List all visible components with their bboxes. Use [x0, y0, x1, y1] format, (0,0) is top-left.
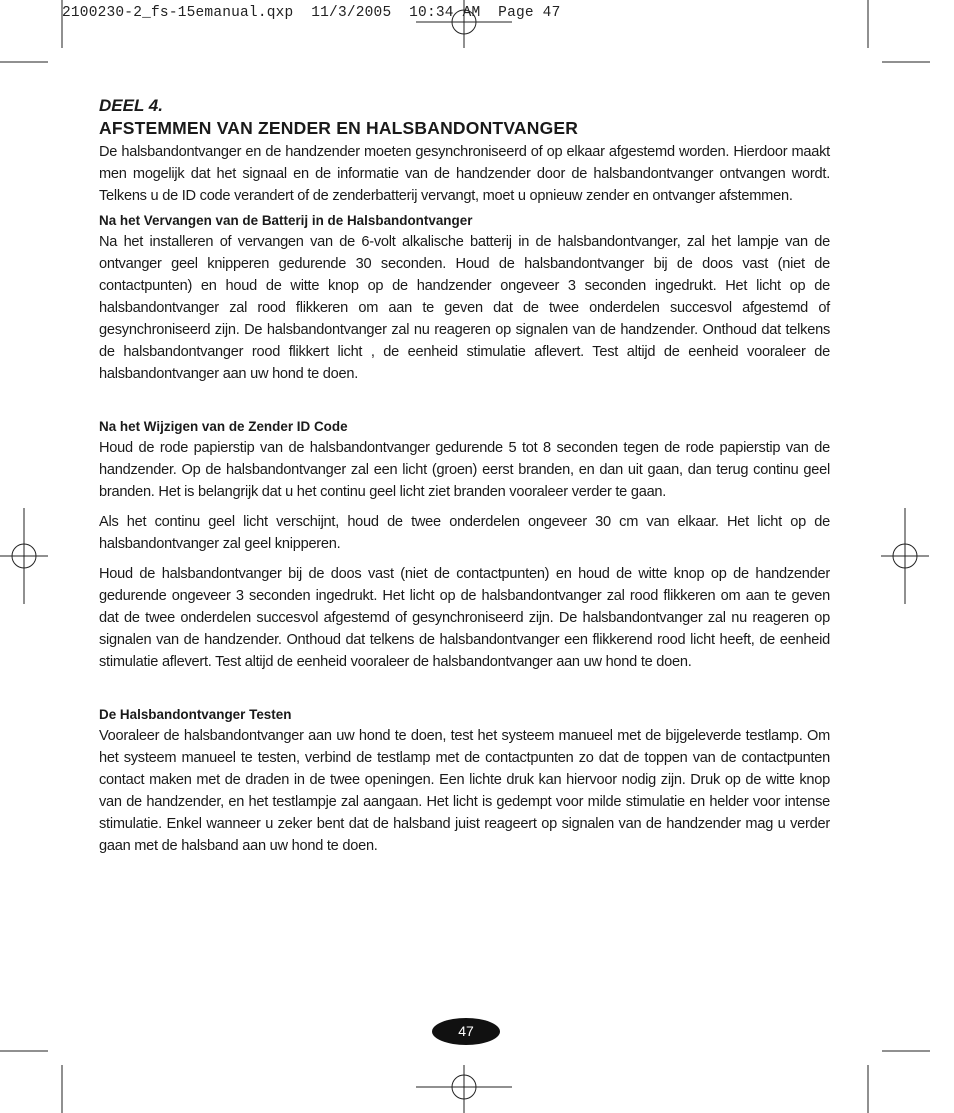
- page-content: [99, 96, 830, 857]
- page-number-badge: 47: [432, 1018, 500, 1045]
- section-number: DEEL 4.: [99, 96, 163, 115]
- id-code-paragraph-1: Houd de rode papierstip van de halsbandontvanger gedurende 5 tot 8 seconden tegen de rode papierstip van de handzender. Op de halsbandontvanger zal een licht (groen) eerst branden, en dan uit gaan, dan terug continu geel branden. Het is belangrijk dat u het continu geel licht ziet branden vooraleer verder te gaan.: [99, 440, 830, 500]
- battery-heading: Na het Vervangen van de Batterij in de Halsbandontvanger: [99, 212, 473, 228]
- testing-paragraph: Vooraleer de halsbandontvanger aan uw hond te doen, test het systeem manueel met de bijgeleverde testlamp. Om het systeem manueel te testen, verbind de testlamp met de contactpunten zo dat de toppen van de contactpunten contact maken met de draden in de twee openingen. Een lichte druk kan hiervoor nodig zijn. Druk op de witte knop van de handzender, en het testlampje zal aangaan. Het licht is gedempt voor milde stimulatie en helder voor intense stimulatie. Enkel wanneer u zeker bent dat de halsband juist reageert op signalen van de handzender mag u verder gaan met de halsband aan uw hond te doen.: [99, 728, 830, 854]
- id-code-heading: Na het Wijzigen van de Zender ID Code: [99, 418, 348, 434]
- intro-paragraph: De halsbandontvanger en de handzender moeten gesynchroniseerd of op elkaar afgestemd worden. Hierdoor maakt men mogelijk dat het signaal en de informatie van de handzender door de halsbandontvanger ontvangen wordt. Telkens u de ID code verandert of de zenderbatterij vervangt, moet u opnieuw zender en ontvanger afstemmen.: [99, 144, 830, 204]
- section-title: AFSTEMMEN VAN ZENDER EN HALSBANDONTVANGER: [99, 118, 579, 138]
- testing-heading: De Halsbandontvanger Testen: [99, 706, 292, 722]
- id-code-paragraph-2: Als het continu geel licht verschijnt, houd de twee onderdelen ongeveer 30 cm van elkaar. Het licht op de halsbandontvanger zal geel knipperen.: [99, 514, 830, 552]
- print-slug: 2100230-2_fs-15emanual.qxp 11/3/2005 10:34 AM Page 47: [62, 5, 561, 21]
- id-code-paragraph-3: Houd de halsbandontvanger bij de doos vast (niet de contactpunten) en houd de witte knop op de handzender gedurende ongeveer 3 seconden ingedrukt. Het licht op de halsbandontvanger zal rood flikkeren om aan te geven dat de twee onderdelen succesvol afgestemd of gesynchroniseerd zijn. De halsbandontvanger zal nu reageren op signalen van de handzender. Onthoud dat telkens de halsbandontvanger een flikkerend rood licht heeft, de eenheid stimulatie aflevert. Test altijd de eenheid vooraleer de halsbandontvanger aan uw hond te doen.: [99, 566, 830, 670]
- battery-paragraph: Na het installeren of vervangen van de 6-volt alkalische batterij in de halsbandontvanger, zal het lampje van de ontvanger geel knipperen gedurende 30 seconden. Houd de halsbandontvanger bij de doos vast (niet de contactpunten) en houd de witte knop op de handzender ongeveer 3 seconden ingedrukt. Het licht op de halsbandontvanger zal rood flikkeren om aan te geven dat de twee onderdelen succesvol afgestemd of gesynchroniseerd zijn. De halsbandontvanger zal nu reageren op signalen van de handzender. Onthoud dat telkens de halsbandontvanger rood flikkert licht , de eenheid stimulatie aflevert. Test altijd de eenheid vooraleer de halsbandontvanger aan uw hond te doen.: [99, 234, 830, 382]
